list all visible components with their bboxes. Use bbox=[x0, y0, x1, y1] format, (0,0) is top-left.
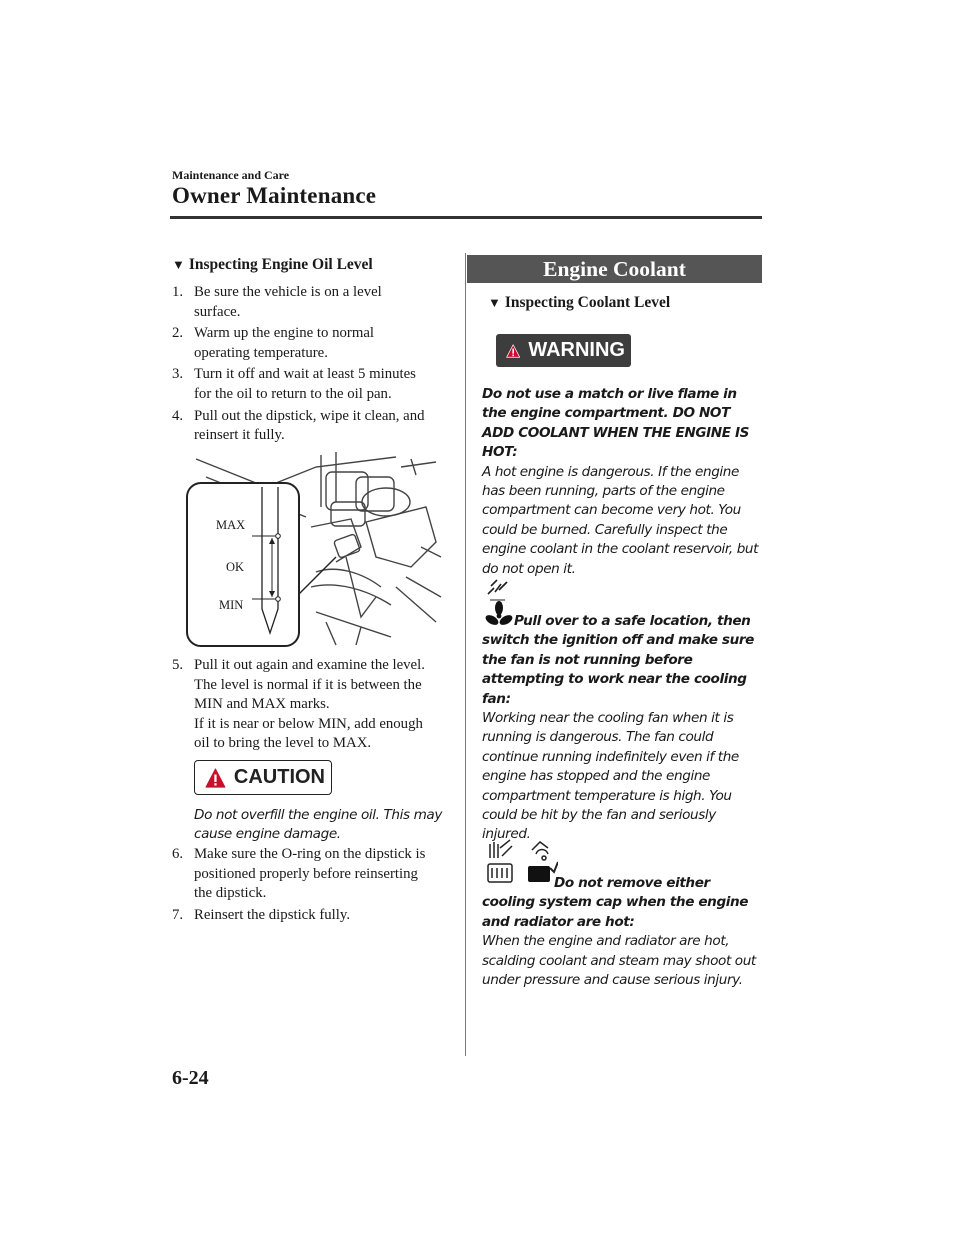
dipstick-figure bbox=[186, 447, 444, 647]
oil-steps-list-b bbox=[172, 656, 457, 754]
triangle-bullet-icon: ▼ bbox=[488, 295, 501, 310]
engine-coolant-band: Engine Coolant bbox=[467, 255, 762, 283]
warning-flame: Do not use a match or live flame in the engine compartment. DO NOT ADD COOLANT WHEN THE ENGINE IS HOT: A hot engine is dangerous. If the engine has been running, parts of the engine compartment can become very hot. You could be burned. Carefully inspect the engine coolant in the coolant reservoir, but do not open it. bbox=[482, 386, 759, 577]
warning-triangle-icon bbox=[205, 766, 226, 790]
list-item: 5. Pull it out again and examine the level. The level is normal if it is between the MIN and MAX marks. If it is near or below MIN, add enough oil to bring the level to MAX. bbox=[172, 657, 425, 752]
engine-dipstick-illustration bbox=[186, 447, 444, 647]
coolant-level-heading: ▼ Inspecting Coolant Level bbox=[488, 294, 671, 311]
oil-level-heading: ▼ Inspecting Engine Oil Level bbox=[172, 256, 373, 273]
header-rule bbox=[170, 216, 762, 219]
oil-steps-list-c bbox=[172, 845, 457, 925]
min-label: MIN bbox=[219, 598, 244, 612]
oil-steps-list-a bbox=[172, 283, 457, 446]
column-divider bbox=[465, 253, 466, 1056]
list-item: 7. Reinsert the dipstick fully. bbox=[172, 906, 351, 923]
list-item: 2. Warm up the engine to normal operating temperature. bbox=[172, 325, 375, 361]
list-item: 3. Turn it off and wait at least 5 minutes for the oil to return to the oil pan. bbox=[172, 366, 416, 402]
warning-fan: Pull over to a safe location, then switch the ignition off and make sure the fan is not running before attempting to work near the cooling fan: Working near the cooling fan when it is running is dangerous. The fan could continue running indefinitely even if the engine has stopped and the engine compartment temperature is high. You could be hit by the fan and seriously injured. bbox=[482, 613, 754, 843]
list-item: 6. Make sure the O-ring on the dipstick is positioned properly before reinserting the dipstick. bbox=[172, 846, 426, 902]
page-title: Owner Maintenance bbox=[172, 183, 377, 208]
list-item: 1. Be sure the vehicle is on a level surface. bbox=[172, 284, 382, 320]
max-label: MAX bbox=[216, 518, 246, 532]
ok-label: OK bbox=[226, 560, 245, 574]
list-item: 4. Pull out the dipstick, wipe it clean, and reinsert it fully. bbox=[172, 407, 425, 444]
warning-cap: Do not remove either cooling system cap when the engine and radiator are hot: When the engine and radiator are hot, scalding coolant and steam may shoot out under pressure and cause serious injury. bbox=[482, 875, 756, 989]
caution-text: Do not overfill the engine oil. This may cause engine damage. bbox=[194, 807, 442, 843]
page-number: 6-24 bbox=[172, 1067, 209, 1089]
warning-badge: WARNING bbox=[496, 334, 631, 367]
section-label: Maintenance and Care bbox=[172, 168, 290, 182]
triangle-bullet-icon: ▼ bbox=[172, 257, 185, 272]
caution-badge: CAUTION bbox=[194, 760, 332, 795]
caution-block bbox=[194, 760, 454, 845]
warning-triangle-icon bbox=[506, 339, 520, 363]
